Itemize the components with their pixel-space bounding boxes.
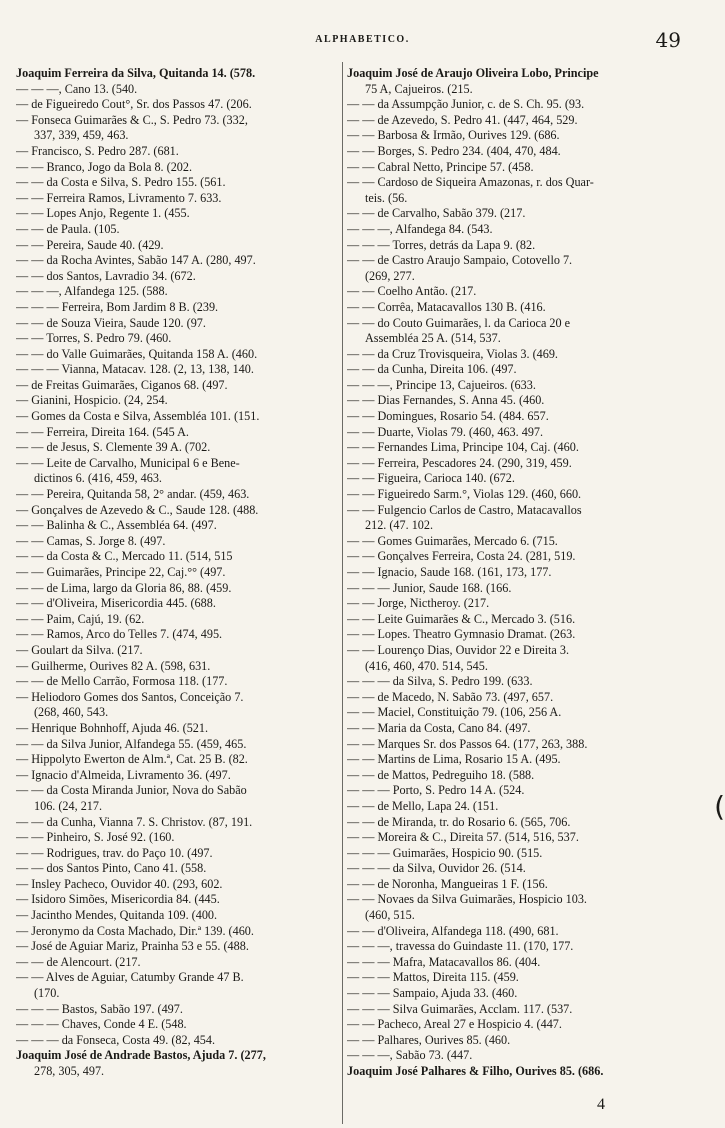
directory-entry-line: — — da Cunha, Vianna 7. S. Christov. (87, 191. bbox=[16, 814, 253, 829]
directory-entry-line: — — — da Fonseca, Costa 49. (82, 454. bbox=[16, 1032, 216, 1047]
directory-entry-line: — — Gomes Guimarães, Mercado 6. (715. bbox=[347, 533, 558, 548]
directory-entry-line: — — Torres, S. Pedro 79. (460. bbox=[16, 331, 172, 346]
page-number: 49 bbox=[655, 28, 681, 52]
directory-entry-line: Assembléa 25 A. (514, 537. bbox=[365, 331, 501, 346]
directory-entry-line: — — Lourenço Dias, Ouvidor 22 e Direita 3. bbox=[347, 642, 570, 657]
directory-entry-line: — — Balinha & C., Assembléa 64. (497. bbox=[16, 518, 217, 533]
directory-entry-line: — — de Mello Carrão, Formosa 118. (177. bbox=[16, 674, 228, 689]
directory-entry-line: — — de Mello, Lapa 24. (151. bbox=[347, 798, 499, 813]
directory-entry-line: — — Jorge, Nictheroy. (217. bbox=[347, 596, 490, 611]
directory-entry-line: — — —, Cano 13. (540. bbox=[16, 81, 138, 96]
directory-entry-line: — — — Porto, S. Pedro 14 A. (524. bbox=[347, 783, 525, 798]
directory-entry-line: — — — da Silva, Ouvidor 26. (514. bbox=[347, 861, 526, 876]
directory-entry-line: — — Alves de Aguiar, Catumby Grande 47 B. bbox=[16, 970, 244, 985]
directory-entry-line: — — — Junior, Saude 168. (166. bbox=[347, 580, 512, 595]
directory-entry-line: — — Camas, S. Jorge 8. (497. bbox=[16, 533, 166, 548]
directory-entry-line: — — da Costa & C., Mercado 11. (514, 515 bbox=[16, 549, 233, 564]
directory-entry-line: — — de Miranda, tr. do Rosario 6. (565, 706. bbox=[347, 814, 571, 829]
directory-entry-line: — — Leite Guimarães & C., Mercado 3. (516. bbox=[347, 611, 576, 626]
directory-entry-line: 278, 305, 497. bbox=[34, 1064, 105, 1078]
directory-entry-line: — — Barbosa & Irmão, Ourives 129. (686. bbox=[347, 128, 560, 143]
directory-entry-line: — — Branco, Jogo da Bola 8. (202. bbox=[16, 159, 193, 174]
directory-entry-line: — — —, Alfandega 84. (543. bbox=[347, 221, 493, 236]
directory-entry-line: — — da Costa e Silva, S. Pedro 155. (561. bbox=[16, 175, 226, 190]
directory-entry-line: — — do Couto Guimarães, l. da Carioca 20 e bbox=[347, 315, 571, 330]
directory-entry-line: — — de Souza Vieira, Saude 120. (97. bbox=[16, 315, 206, 330]
directory-entry-line: — — Figueira, Carioca 140. (672. bbox=[347, 471, 515, 486]
directory-entry-line: — — Ignacio, Saude 168. (161, 173, 177. bbox=[347, 565, 552, 579]
right-column bbox=[347, 66, 673, 1080]
directory-entry-line: — — de Alencourt. (217. bbox=[16, 954, 141, 969]
directory-entry-line: — — Ferreira, Direita 164. (545 A. bbox=[16, 424, 189, 439]
directory-entry-line: — — Duarte, Violas 79. (460, 463. 497. bbox=[347, 424, 544, 439]
directory-entry-line: — — —, travessa do Guindaste 11. (170, 177. bbox=[347, 939, 574, 954]
directory-entry-line: — — da Assumpção Junior, c. de S. Ch. 95. (93. bbox=[347, 97, 585, 112]
directory-entry-line: — — — da Silva, S. Pedro 199. (633. bbox=[347, 674, 533, 689]
directory-entry-line: — — de Macedo, N. Sabão 73. (497, 657. bbox=[347, 689, 554, 704]
directory-entry-line: — — Pinheiro, S. José 92. (160. bbox=[16, 830, 175, 845]
directory-entry-line: — Goulart da Silva. (217. bbox=[16, 642, 143, 657]
directory-entry-line: — — de Azevedo, S. Pedro 41. (447, 464, 529. bbox=[347, 112, 578, 127]
directory-entry-line: (416, 460, 470. 514, 545. bbox=[365, 658, 488, 673]
directory-entry-line: — Ignacio d'Almeida, Livramento 36. (497. bbox=[16, 767, 231, 782]
directory-entry-line: — — da Silva Junior, Alfandega 55. (459, 465. bbox=[16, 736, 247, 751]
directory-entry-line: — — Marques Sr. dos Passos 64. (177, 263, 388. bbox=[347, 736, 588, 751]
directory-entry-line: — Fonseca Guimarães & C., S. Pedro 73. (332, bbox=[16, 112, 248, 127]
directory-entry-line: — — Palhares, Ourives 85. (460. bbox=[347, 1032, 511, 1047]
directory-entry-line: — — Lopes Anjo, Regente 1. (455. bbox=[16, 206, 190, 221]
directory-entry-line: 106. (24, 217. bbox=[34, 798, 103, 813]
directory-entry-line: — — Martins de Lima, Rosario 15 A. (495. bbox=[347, 752, 561, 767]
directory-entry-line: — — Corrêa, Matacavallos 130 B. (416. bbox=[347, 299, 546, 314]
directory-entry-line: — — Maria da Costa, Cano 84. (497. bbox=[347, 720, 531, 735]
running-title: ALPHABETICO. bbox=[315, 34, 410, 45]
directory-entry-line: — — Moreira & C., Direita 57. (514, 516, 537. bbox=[347, 830, 579, 845]
directory-entry-line: — Jeronymo da Costa Machado, Dir.ª 139. (460. bbox=[16, 923, 254, 938]
directory-entry-line: — — dos Santos, Lavradio 34. (672. bbox=[16, 268, 196, 283]
directory-entry-line: — — da Cunha, Direita 106. (497. bbox=[347, 362, 517, 377]
directory-entry-line: — — — Mafra, Matacavallos 86. (404. bbox=[347, 954, 541, 969]
directory-entry-line: Joaquim Ferreira da Silva, Quitanda 14. (578. bbox=[16, 66, 256, 80]
directory-entry-line: — de Freitas Guimarães, Ciganos 68. (497. bbox=[16, 377, 228, 392]
directory-entry-line: — Gomes da Costa e Silva, Assembléa 101. (151. bbox=[16, 409, 260, 424]
directory-entry-line: — Isidoro Simões, Misericordia 84. (445. bbox=[16, 892, 220, 907]
directory-entry-line: 337, 339, 459, 463. bbox=[34, 128, 129, 143]
directory-entry-line: — — de Mattos, Pedreguiho 18. (588. bbox=[347, 767, 535, 782]
directory-entry-line: 75 A, Cajueiros. (215. bbox=[365, 81, 473, 96]
directory-entry-line: — Gonçalves de Azevedo & C., Saude 128. (488. bbox=[16, 502, 259, 517]
directory-entry-line: (170. bbox=[34, 986, 60, 1001]
left-column bbox=[16, 66, 342, 1080]
directory-entry-line: — — da Costa Miranda Junior, Nova do Sabão bbox=[16, 783, 247, 798]
directory-entry-line: — — d'Oliveira, Alfandega 118. (490, 681. bbox=[347, 923, 559, 938]
directory-entry-line: — — Ferreira Ramos, Livramento 7. 633. bbox=[16, 190, 222, 205]
directory-entry-line: — — —, Principe 13, Cajueiros. (633. bbox=[347, 377, 536, 392]
directory-entry-line: — — Fernandes Lima, Principe 104, Caj. (460. bbox=[347, 440, 579, 455]
edge-mark: ( bbox=[714, 790, 725, 823]
directory-entry-line: — — do Valle Guimarães, Quitanda 158 A. (460. bbox=[16, 346, 258, 361]
directory-entry-line: Joaquim José de Araujo Oliveira Lobo, Principe bbox=[347, 66, 599, 80]
directory-entry-line: — — —, Sabão 73. (447. bbox=[347, 1048, 473, 1063]
directory-entry-line: — — Borges, S. Pedro 234. (404, 470, 484. bbox=[347, 143, 561, 158]
directory-entry-line: — Insley Pacheco, Ouvidor 40. (293, 602. bbox=[16, 876, 223, 891]
directory-entry-line: — — Paim, Cajú, 19. (62. bbox=[16, 611, 145, 626]
directory-entry-line: — — Cardoso de Siqueira Amazonas, r. dos Quar- bbox=[347, 175, 594, 190]
directory-entry-line: — — —, Alfandega 125. (588. bbox=[16, 284, 168, 299]
directory-entry-line: — — Lopes. Theatro Gymnasio Dramat. (263. bbox=[347, 627, 576, 642]
directory-entry-line: (268, 460, 543. bbox=[34, 705, 109, 720]
directory-entry-line: — — Pereira, Saude 40. (429. bbox=[16, 237, 164, 252]
directory-entry-line: — — de Lima, largo da Gloria 86, 88. (459. bbox=[16, 580, 232, 595]
directory-entry-line: — — Pereira, Quitanda 58, 2° andar. (459, 463. bbox=[16, 487, 250, 502]
directory-entry-line: — — — Vianna, Matacav. 128. (2, 13, 138, 140. bbox=[16, 362, 254, 377]
directory-entry-line: — Francisco, S. Pedro 287. (681. bbox=[16, 143, 179, 158]
directory-entry-line: — — — Chaves, Conde 4 E. (548. bbox=[16, 1017, 187, 1032]
directory-entry-line: — — — Ferreira, Bom Jardim 8 B. (239. bbox=[16, 299, 219, 314]
directory-entry-line: — — Ramos, Arco do Telles 7. (474, 495. bbox=[16, 627, 223, 642]
directory-entry-line: — — Domingues, Rosario 54. (484. 657. bbox=[347, 409, 549, 424]
directory-entry-line: — — Maciel, Constituição 79. (106, 256 A. bbox=[347, 705, 562, 720]
directory-entry-line: (269, 277. bbox=[365, 268, 415, 283]
directory-entry-line: — — — Silva Guimarães, Acclam. 117. (537. bbox=[347, 1001, 573, 1016]
directory-entry-line: Joaquim José de Andrade Bastos, Ajuda 7. (277, bbox=[16, 1048, 266, 1063]
directory-entry-line: — — Gonçalves Ferreira, Costa 24. (281, 519. bbox=[347, 549, 576, 564]
directory-entry-line: — — Rodrigues, trav. do Paço 10. (497. bbox=[16, 845, 213, 860]
directory-entry-line: — — Fulgencio Carlos de Castro, Matacavallos bbox=[347, 502, 582, 517]
directory-entry-line: — — Pacheco, Areal 27 e Hospicio 4. (447. bbox=[347, 1017, 562, 1032]
directory-entry-line: — Guilherme, Ourives 82 A. (598, 631. bbox=[16, 658, 211, 673]
directory-entry-line: dictinos 6. (416, 459, 463. bbox=[34, 471, 162, 486]
directory-entry-line: — — de Castro Araujo Sampaio, Cotovello 7. bbox=[347, 253, 573, 268]
directory-entry-line: — Hippolyto Ewerton de Alm.ª, Cat. 25 B. (82. bbox=[16, 752, 248, 767]
column-divider bbox=[342, 62, 343, 1124]
directory-entry-line: — — — Torres, detrás da Lapa 9. (82. bbox=[347, 237, 536, 252]
directory-entry-line: — Jacintho Mendes, Quitanda 109. (400. bbox=[16, 908, 218, 923]
directory-entry-line: — — Cabral Netto, Principe 57. (458. bbox=[347, 159, 534, 174]
directory-entry-line: — — Figueiredo Sarm.°, Violas 129. (460, 660. bbox=[347, 487, 582, 502]
directory-entry-line: — Gianini, Hospicio. (24, 254. bbox=[16, 393, 168, 408]
directory-entry-line: — — de Carvalho, Sabão 379. (217. bbox=[347, 206, 526, 221]
directory-entry-line: — — — Sampaio, Ajuda 33. (460. bbox=[347, 986, 518, 1001]
directory-entry-line: — — Leite de Carvalho, Municipal 6 e Bene- bbox=[16, 455, 240, 470]
directory-entry-line: — — dos Santos Pinto, Cano 41. (558. bbox=[16, 861, 207, 876]
directory-entry-line: — — da Rocha Avintes, Sabão 147 A. (280, 497. bbox=[16, 253, 256, 268]
directory-entry-line: — — Coelho Antão. (217. bbox=[347, 284, 477, 299]
directory-entry-line: (460, 515. bbox=[365, 908, 415, 923]
directory-entry-line: — — Dias Fernandes, S. Anna 45. (460. bbox=[347, 393, 545, 408]
directory-entry-line: Joaquim José Palhares & Filho, Ourives 85. (686. bbox=[347, 1064, 604, 1078]
directory-entry-line: — — — Bastos, Sabão 197. (497. bbox=[16, 1001, 183, 1016]
directory-entry-line: — Heliodoro Gomes dos Santos, Conceição 7. bbox=[16, 689, 244, 704]
directory-entry-line: teis. (56. bbox=[365, 190, 408, 205]
directory-entry-line: — — da Cruz Trovisqueira, Violas 3. (469. bbox=[347, 346, 558, 361]
directory-entry-line: — — Ferreira, Pescadores 24. (290, 319, 459. bbox=[347, 455, 572, 470]
directory-entry-line: — — Guimarães, Principe 22, Caj.°° (497. bbox=[16, 565, 226, 579]
directory-entry-line: 212. (47. 102. bbox=[365, 518, 434, 533]
directory-entry-line: — — d'Oliveira, Misericordia 445. (688. bbox=[16, 596, 216, 611]
directory-entry-line: — — — Mattos, Direita 115. (459. bbox=[347, 970, 519, 985]
directory-entry-line: — — de Jesus, S. Clemente 39 A. (702. bbox=[16, 440, 211, 455]
directory-entry-line: — — de Noronha, Mangueiras 1 F. (156. bbox=[347, 876, 548, 891]
signature-mark: 4 bbox=[597, 1096, 605, 1113]
directory-entry-line: — de Figueiredo Cout°, Sr. dos Passos 47. (206. bbox=[16, 97, 252, 112]
directory-entry-line: — — — Guimarães, Hospicio 90. (515. bbox=[347, 845, 543, 860]
directory-entry-line: — Henrique Bohnhoff, Ajuda 46. (521. bbox=[16, 720, 209, 735]
directory-entry-line: — — Novaes da Silva Guimarães, Hospicio 103. bbox=[347, 892, 587, 907]
directory-entry-line: — José de Aguiar Mariz, Prainha 53 e 55. (488. bbox=[16, 939, 249, 954]
page-header bbox=[0, 28, 725, 54]
directory-entry-line: — — de Paula. (105. bbox=[16, 221, 120, 236]
